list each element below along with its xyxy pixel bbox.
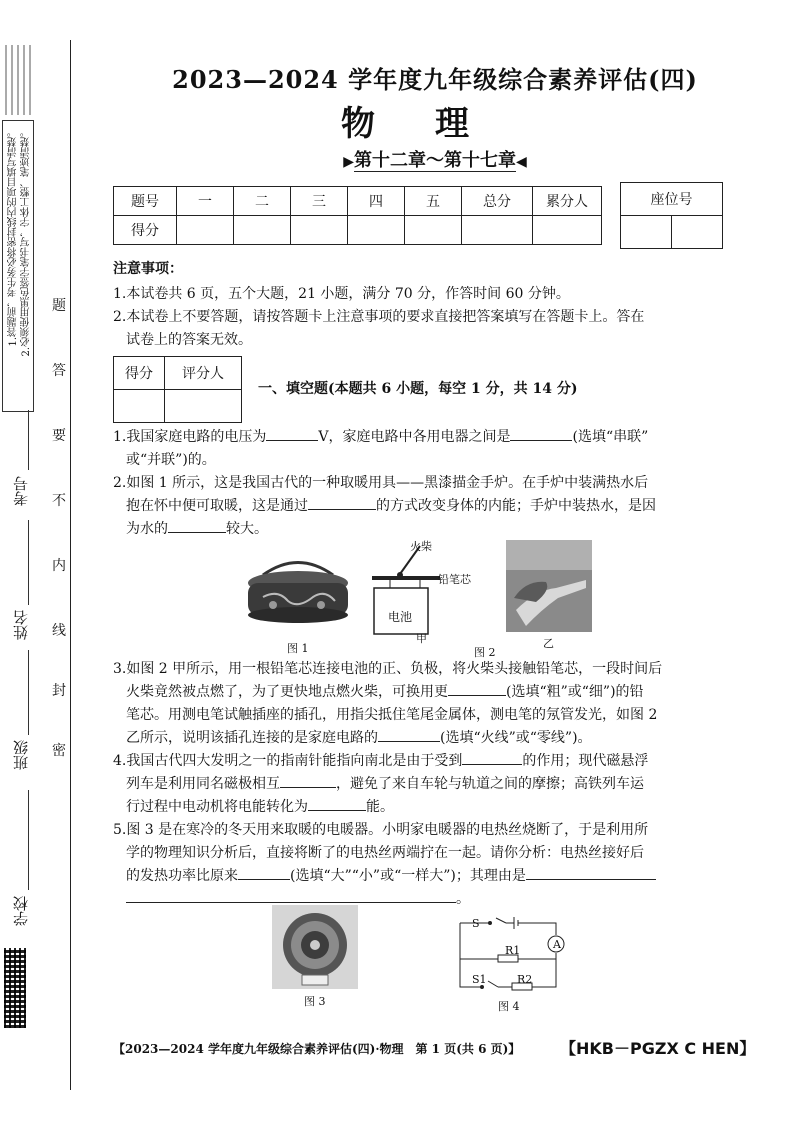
- notes-item-2b: 试卷上的答案无效。: [126, 332, 252, 348]
- seal-char: 不: [52, 493, 66, 509]
- figure-4-caption: 图 4: [498, 1000, 520, 1013]
- field-class-line[interactable]: [28, 650, 29, 735]
- section-1-heading: 一、填空题(本题共 6 小题，每空 1 分，共 14 分): [258, 381, 578, 397]
- q2-text: 的方式改变身体的内能；手炉中装热水，是因: [376, 498, 656, 514]
- notes-heading: 注意事项：: [113, 261, 183, 277]
- seal-char: 题: [52, 298, 66, 314]
- question-3-cont2: 笔芯。用测电笔试触插座的插孔，用指尖抵住笔尾金属体，测电笔的氖管发光，如图 2: [126, 707, 658, 723]
- binding-notice-2: 2.必须使用黑色签字笔书写，字体工整、笔迹清楚。: [21, 127, 32, 357]
- answer-blank[interactable]: [126, 888, 456, 903]
- q2-text: 较大。: [226, 521, 268, 537]
- q4-text: 列车是利用同名磁极相互: [126, 776, 280, 792]
- q4-text: 的作用；现代磁悬浮: [522, 753, 649, 769]
- seal-char: 要: [52, 428, 66, 444]
- figure-4-label-R2: R2: [517, 973, 533, 986]
- seat-cell[interactable]: [621, 216, 672, 249]
- seal-char: 内: [52, 558, 66, 574]
- subject-title: 物理: [341, 104, 529, 144]
- q5-text: 。: [456, 891, 470, 907]
- binding-strip: [0, 0, 72, 1124]
- figure-2-match-label: 火柴: [410, 540, 432, 553]
- q3-text: 火柴竟然被点燃了，为了更快地点燃火柴，可换用更: [126, 684, 448, 700]
- score-cell[interactable]: [533, 216, 602, 245]
- triangle-right-icon: ▶: [343, 154, 354, 170]
- score-header: 累分人: [533, 187, 602, 216]
- score-cell[interactable]: [405, 216, 462, 245]
- score-header: 二: [234, 187, 291, 216]
- figure-2-sub-a: 甲: [416, 632, 427, 645]
- seat-label: 座位号: [621, 183, 723, 216]
- question-3: 3.如图 2 甲所示，用一根铅笔芯连接电池的正、负极，将火柴头接触铅笔芯，一段时间后: [113, 661, 663, 677]
- q4-text: ，避免了来自车轮与轨道之间的摩擦；高铁列车运: [336, 776, 644, 792]
- q1-text: 1.我国家庭电路的电压为: [113, 429, 267, 445]
- figure-3-caption: 图 3: [304, 995, 326, 1008]
- figure-4-label-R1: R1: [505, 944, 521, 957]
- grader-cell[interactable]: [114, 390, 165, 423]
- figure-1-hand-warmer: [243, 545, 353, 629]
- score-cell[interactable]: [348, 216, 405, 245]
- q4-text: 行过程中电动机将电能转化为: [126, 799, 308, 815]
- figure-4-label-S1: S1: [472, 973, 487, 986]
- score-row-label: 得分: [114, 216, 177, 245]
- answer-blank[interactable]: [378, 727, 440, 742]
- page-footer: 【2023—2024 学年度九年级综合素养评估(四)·物理 第 1 页(共 6 页)】: [113, 1042, 521, 1056]
- q5-text: 的发热功率比原来: [126, 868, 238, 884]
- field-class-label: 班级: [12, 740, 30, 770]
- seal-char: 封: [52, 683, 66, 699]
- grader-header: 评分人: [165, 357, 242, 390]
- answer-blank[interactable]: [266, 426, 318, 441]
- answer-blank[interactable]: [280, 773, 336, 788]
- exam-title: 2023—2024 学年度九年级综合素养评估(四): [172, 65, 698, 94]
- seal-char: 线: [52, 623, 66, 639]
- chapter-range: [110, 146, 760, 172]
- notes-item-1: 1.本试卷共 6 页，五个大题，21 小题，满分 70 分，作答时间 60 分钟。: [113, 286, 570, 302]
- q2-text: 抱在怀中便可取暖，这是通过: [126, 498, 308, 514]
- answer-blank[interactable]: [510, 426, 572, 441]
- answer-blank[interactable]: [308, 796, 366, 811]
- q4-text: 能。: [366, 799, 394, 815]
- qr-code: [4, 948, 26, 1028]
- figure-4-circuit: [452, 915, 572, 999]
- figure-4-label-A: A: [553, 938, 561, 951]
- paper-code: 【HKB－PGZX C HEN】: [560, 1039, 756, 1058]
- field-school-label: 学校: [12, 896, 30, 926]
- score-header: 总分: [462, 187, 533, 216]
- grader-table: [113, 356, 242, 423]
- corner-scribble: [4, 40, 34, 120]
- figure-2-caption: 图 2: [474, 646, 496, 659]
- score-cell[interactable]: [462, 216, 533, 245]
- q4-text: 4.我国古代四大发明之一的指南针能指向南北是由于受到: [113, 753, 463, 769]
- q3-text: (选填“火线”或“零线”)。: [440, 730, 592, 746]
- figure-1-caption: 图 1: [287, 642, 309, 655]
- question-2: 2.如图 1 所示，这是我国古代的一种取暖用具——黑漆描金手炉。在手炉中装满热水后: [113, 475, 649, 491]
- answer-blank[interactable]: [462, 750, 522, 765]
- question-1: [113, 426, 648, 449]
- question-1-cont: 或“并联”)的。: [126, 452, 216, 468]
- figure-3-heater-photo: [272, 905, 358, 993]
- field-name-line[interactable]: [28, 520, 29, 605]
- figure-2-lead-label: 铅笔芯: [438, 573, 471, 586]
- answer-blank[interactable]: [526, 865, 656, 880]
- score-cell[interactable]: [234, 216, 291, 245]
- question-2-cont2: [126, 518, 268, 541]
- score-header: 五: [405, 187, 462, 216]
- question-4-cont2: [126, 796, 394, 819]
- question-5-cont: 学的物理知识分析后，直接将断了的电热丝两端拧在一起。请你分析：电热丝接好后: [126, 845, 644, 861]
- score-cell[interactable]: [177, 216, 234, 245]
- score-table: [113, 186, 602, 245]
- answer-blank[interactable]: [238, 865, 290, 880]
- score-header: 三: [291, 187, 348, 216]
- q2-text: 为水的: [126, 521, 168, 537]
- question-3-cont: [126, 681, 644, 704]
- grader-header: 得分: [114, 357, 165, 390]
- answer-blank[interactable]: [448, 681, 506, 696]
- question-5: 5.图 3 是在寒冷的冬天用来取暖的电暖器。小明家电暖器的电热丝烧断了，于是利用所: [113, 822, 649, 838]
- q3-text: (选填“粗”或“细”)的铅: [506, 684, 644, 700]
- score-header: 一: [177, 187, 234, 216]
- chapter-range-text: 第十二章～第十七章: [354, 150, 516, 171]
- triangle-left-icon: ◀: [516, 154, 527, 170]
- question-2-cont: [126, 495, 656, 518]
- question-4: [113, 750, 648, 773]
- q5-text: (选填“大”“小”或“一样大”)；其理由是: [290, 868, 526, 884]
- q1-text: V，家庭电路中各用电器之间是: [318, 429, 511, 445]
- figure-4-label-S: S: [472, 917, 480, 930]
- score-header: 题号: [114, 187, 177, 216]
- question-4-cont: [126, 773, 644, 796]
- q3-text: 乙所示，说明该插孔连接的是家庭电路的: [126, 730, 378, 746]
- binding-notice-1: 1.答题前，考生务必将密封线内的项目填写清楚。: [8, 127, 19, 347]
- question-5-cont2: [126, 865, 656, 888]
- figure-2-battery-label: 电池: [388, 610, 413, 624]
- seal-char: 密: [52, 743, 66, 759]
- figure-2b-test-pen-photo: [506, 540, 592, 636]
- seat-table: [620, 182, 723, 249]
- answer-blank[interactable]: [308, 495, 376, 510]
- binding-line: [70, 40, 71, 1090]
- question-3-cont3: [126, 727, 592, 750]
- seat-cell[interactable]: [672, 216, 723, 249]
- seal-char: 答: [52, 363, 66, 379]
- field-school-line[interactable]: [28, 790, 29, 890]
- field-examno-line[interactable]: [28, 410, 29, 470]
- figure-2-sub-b: 乙: [543, 637, 554, 650]
- answer-blank[interactable]: [168, 518, 226, 533]
- score-cell[interactable]: [291, 216, 348, 245]
- field-examno-label: 考号: [12, 476, 30, 506]
- binding-notice-box: [2, 120, 34, 412]
- grader-cell[interactable]: [165, 390, 242, 423]
- q1-text: (选填“串联”: [572, 429, 649, 445]
- score-header: 四: [348, 187, 405, 216]
- field-name-label: 姓名: [12, 610, 30, 640]
- notes-item-2a: 2.本试卷上不要答题，请按答题卡上注意事项的要求直接把答案填写在答题卡上。答在: [113, 309, 645, 325]
